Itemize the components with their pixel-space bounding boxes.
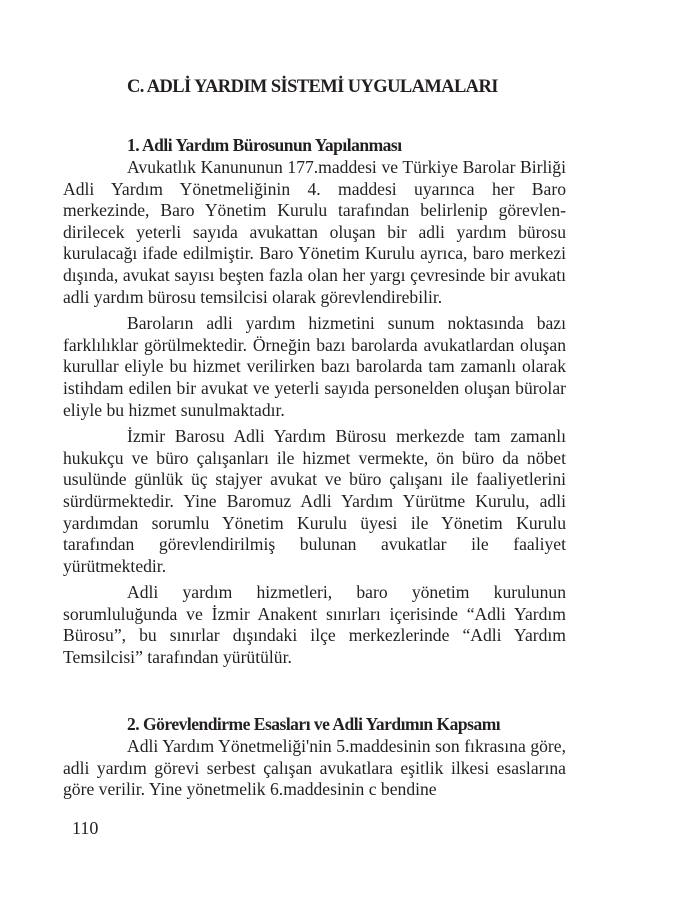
section-title: C. ADLİ YARDIM SİSTEMİ UYGULAMALARI (127, 77, 498, 97)
paragraph: Avukatlık Kanununun 177.maddesi ve Türkiye Barolar Birliği Adli Yardım Yönetmeliğinin 4. maddesi uyarınca her Baro merkezinde, Baro Yönetim Kurulu tarafından belirlenip görevlendirilecek yeterli sayıda avukattan oluşan bir adli yardım bürosu kurulacağı ifade edilmiştir. Baro Yönetim Kurulu ayrıca, baro merkezi dışında, avukat sayısı beşten fazla olan her yargı çevresinde bir avukatı adli yardım bürosu temsilcisi olarak görevlendirebilir. (63, 157, 566, 307)
paragraph: Adli yardım hizmetleri, baro yönetim kurulunun sorumluluğunda ve İzmir Anakent sınırları içerisinde “Adli Yardım Bürosu”, bu sınırlar dışındaki ilçe merkezlerinde “Adli Yardım Temsilcisi” tarafından yürütülür. (63, 582, 566, 668)
subsection-body-1 (63, 157, 566, 669)
paragraph: Adli Yardım Yönetmeliği'nin 5.maddesinin son fıkrasına göre, adli yardım görevi serbest çalışan avukatlara eşitlik ilkesi esaslarına göre verilir. Yine yönetmelik 6.maddesinin c bendine (63, 736, 566, 800)
paragraph: İzmir Barosu Adli Yardım Bürosu merkezde tam zamanlı hukukçu ve büro çalışanları ile hizmet vermekte, ön büro da nöbet usulünde günlük üç stajyer avukat ve büro çalışanı ile faaliyetlerini sürdürmektedir. Yine Baromuz Adli Yardım Yürütme Kurulu, adli yardımdan sorumlu Yönetim Kurulu üyesi ile Yönetim Kurulu tarafından görevlendirilmiş bulunan avukatlar ile faaliyet yürütmektedir. (63, 426, 566, 576)
paragraph: Baroların adli yardım hizmetini sunum noktasında bazı farklılıklar görülmektedir. Örneğin bazı barolarda avukatlardan oluşan kurullar eliyle bu hizmet verilirken bazı barolarda tam zamanlı olarak istihdam edilen bir avukat ve yeterli sayıda personelden oluşan bürolar eliyle bu hizmet sunulmaktadır. (63, 313, 566, 420)
subsection-heading-2: 2. Görevlendirme Esasları ve Adli Yardımın Kapsamı (127, 714, 501, 734)
subsection-heading-1: 1. Adli Yardım Bürosunun Yapılanması (127, 135, 402, 155)
page-number: 110 (72, 818, 99, 838)
subsection-body-2 (63, 736, 566, 801)
